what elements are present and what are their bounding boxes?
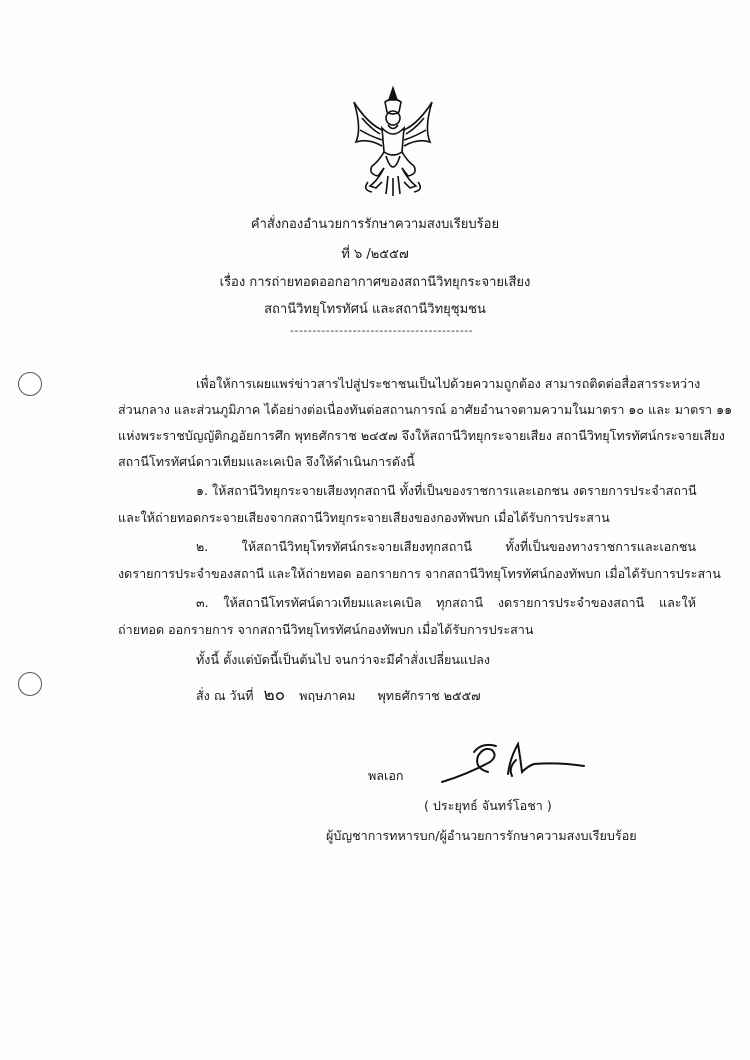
date-year: พุทธศักราช ๒๕๕๗ — [377, 688, 481, 703]
intro-line: สถานีโทรทัศน์ดาวเทียมและเคเบิล จึงให้ดำเนินการดังนี้ — [118, 454, 415, 469]
item-2-line: งดรายการประจำของสถานี และให้ถ่ายทอด ออกรายการ จากสถานีวิทยุโทรทัศน์กองทัพบก เมื่อได้รับการประสาน — [118, 566, 721, 581]
order-title: คำสั่งกองอำนวยการรักษาความสงบเรียบร้อย — [250, 217, 500, 232]
item-3-line: ๓. ให้สถานีโทรทัศน์ดาวเทียมและเคเบิล ทุกสถานี งดรายการประจำของสถานี และให้ — [196, 595, 696, 610]
signatory-position: ผู้บัญชาการทหารบก/ผู้อำนวยการรักษาความสงบเรียบร้อย — [326, 828, 637, 843]
divider: ----------------------------------------- — [290, 324, 474, 337]
punch-hole — [18, 372, 42, 396]
item-1-line: และให้ถ่ายทอดกระจายเสียงจากสถานีวิทยุกระจายเสียงของกองทัพบก เมื่อได้รับการประสาน — [118, 510, 610, 525]
item-3-line: ถ่ายทอด ออกรายการ จากสถานีวิทยุโทรทัศน์กองทัพบก เมื่อได้รับการประสาน — [118, 622, 534, 637]
punch-hole — [18, 672, 42, 696]
intro-line: แห่งพระราชบัญญัติกฎอัยการศึก พุทธศักราช ๒๔๕๗ จึงให้สถานีวิทยุกระจายเสียง สถานีวิทยุโทรทัศน์กระจายเสียง — [118, 428, 725, 443]
date-line — [196, 686, 481, 705]
subject-line-2: สถานีวิทยุโทรทัศน์ และสถานีวิทยุชุมชน — [264, 302, 486, 317]
date-prefix: สั่ง ณ วันที่ — [196, 688, 254, 703]
garuda-emblem-icon — [338, 82, 448, 200]
signatory-rank: พลเอก — [368, 768, 404, 783]
subject-line-1: เรื่อง การถ่ายทอดออกอากาศของสถานีวิทยุกระจายเสียง — [219, 275, 531, 290]
intro-line: เพื่อให้การเผยแพร่ข่าวสารไปสู่ประชาชนเป็นไปด้วยความถูกต้อง สามารถติดต่อสื่อสารระหว่าง — [196, 376, 701, 391]
item-2-line: ๒. ให้สถานีวิทยุโทรทัศน์กระจายเสียงทุกสถานี ทั้งที่เป็นของทางราชการและเอกชน — [196, 539, 696, 554]
handwritten-signature — [438, 738, 588, 788]
item-1-line: ๑. ให้สถานีวิทยุกระจายเสียงทุกสถานี ทั้งที่เป็นของราชการและเอกชน งดรายการประจำสถานี — [196, 483, 697, 498]
closing-line: ทั้งนี้ ตั้งแต่บัดนี้เป็นต้นไป จนกว่าจะมีคำสั่งเปลี่ยนแปลง — [196, 652, 491, 667]
order-number: ที่ ๖ /๒๕๕๗ — [341, 247, 409, 262]
intro-line: ส่วนกลาง และส่วนภูมิภาค ได้อย่างต่อเนื่องทันต่อสถานการณ์ อาศัยอำนาจตามความในมาตรา ๑๐ และ มาตรา ๑๑ — [118, 402, 733, 417]
date-day: ๒๐ — [263, 685, 286, 705]
date-month: พฤษภาคม — [299, 688, 356, 703]
signatory-name: ( ประยุทธ์ จันทร์โอชา ) — [424, 798, 552, 813]
